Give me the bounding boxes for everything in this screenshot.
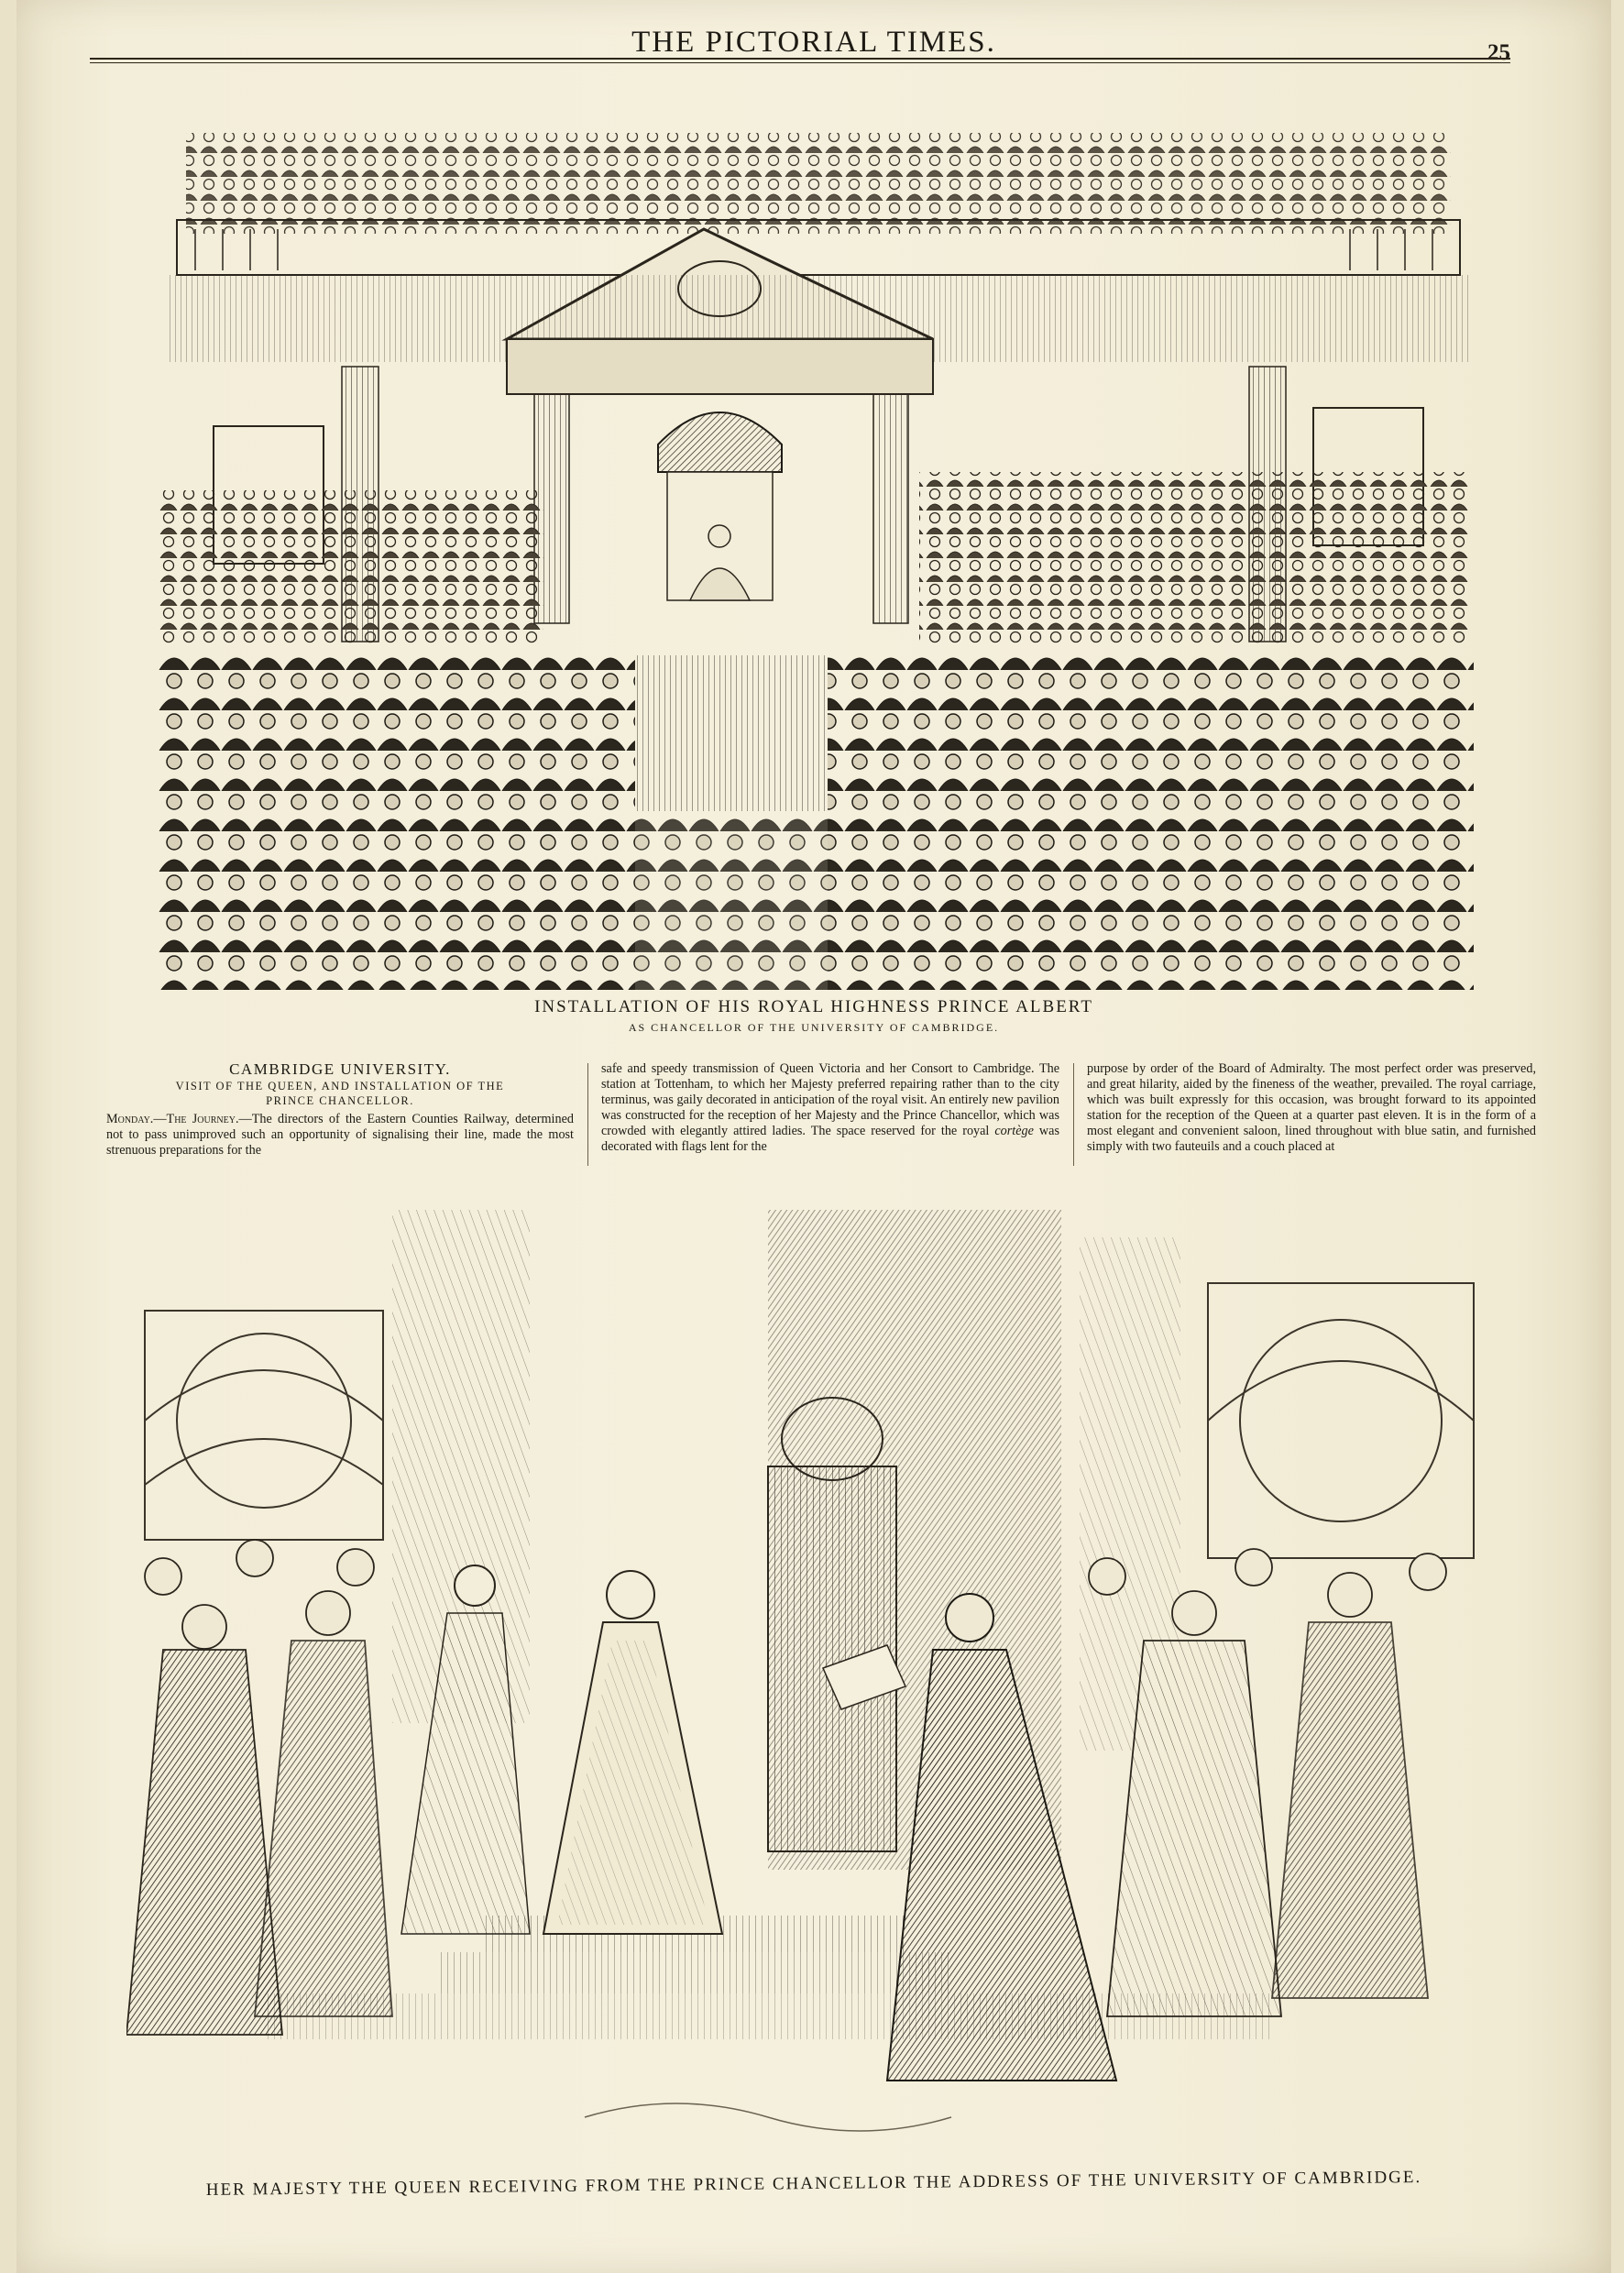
article-lead: Monday.—The Journey. (106, 1112, 239, 1126)
article-paragraph-3: purpose by order of the Board of Admiralty. The most perfect order was preserved, and great hilarity, aided by the fineness of the weather, prevailed. The royal carriage, which was built expressly for this occasion, was brought forward to its appointed station for the reception of the Queen at a quarter past eleven. It is in the form of a most elegant and convenient saloon, lined throughout with blue satin, and furnished simply with two fauteuils and a couch placed at (1087, 1061, 1536, 1154)
masthead-rule-thin (90, 62, 1510, 63)
column-rule (587, 1063, 588, 1166)
article-columns (106, 1061, 1536, 1171)
newspaper-page (16, 0, 1611, 2273)
queen-receiving-address-engraving-art (126, 1210, 1501, 2149)
bottom-illustration-caption: HER MAJESTY THE QUEEN RECEIVING FROM THE PRINCE CHANCELLOR THE ADDRESS OF THE UNIVERSITY OF CAMBRIDGE. (205, 2168, 1422, 2200)
article-col2-text-a: safe and speedy transmission of Queen Victoria and her Consort to Cambridge. The station at Tottenham, to which her Majesty preferred repairing rather than to the city terminus, was gaily decorated in anticipation of the royal visit. An entirely new pavilion was constructed for the reception of her Majesty and the Prince Chancellor, which was crowded with elegantly attired ladies. The space reserved for the royal (601, 1061, 1059, 1138)
article-subheading-line-2: PRINCE CHANCELLOR. (266, 1094, 414, 1107)
installation-engraving-art (159, 105, 1474, 990)
article-subheading (106, 1079, 574, 1108)
article-col2-text-b: was decorated with flags lent for the (601, 1124, 1059, 1154)
masthead-rule (90, 58, 1510, 60)
article-col2-italic: cortège (994, 1124, 1034, 1138)
masthead-title: THE PICTORIAL TIMES. (631, 26, 996, 59)
article-column-1 (106, 1061, 574, 1158)
article-column-3 (1087, 1061, 1536, 1155)
article-paragraph-2 (601, 1061, 1059, 1155)
article-heading: CAMBRIDGE UNIVERSITY. (229, 1060, 451, 1078)
article-paragraph-1 (106, 1112, 574, 1158)
top-illustration-caption: INSTALLATION OF HIS ROYAL HIGHNESS PRINCE ALBERT (534, 997, 1093, 1016)
article-col1-text: —The directors of the Eastern Counties Railway, determined not to pass unimproved such an opportunity of signalising their line, made the most strenuous preparations for the (106, 1112, 574, 1158)
column-rule (1073, 1063, 1074, 1166)
installation-engraving (159, 105, 1474, 990)
article-column-2 (601, 1061, 1059, 1155)
top-illustration-subcaption: AS CHANCELLOR OF THE UNIVERSITY OF CAMBRIDGE. (628, 1021, 1000, 1034)
queen-receiving-address-engraving (126, 1210, 1501, 2149)
page-number: 25 (1487, 40, 1510, 65)
article-subheading-line-1: VISIT OF THE QUEEN, AND INSTALLATION OF THE (175, 1080, 505, 1093)
